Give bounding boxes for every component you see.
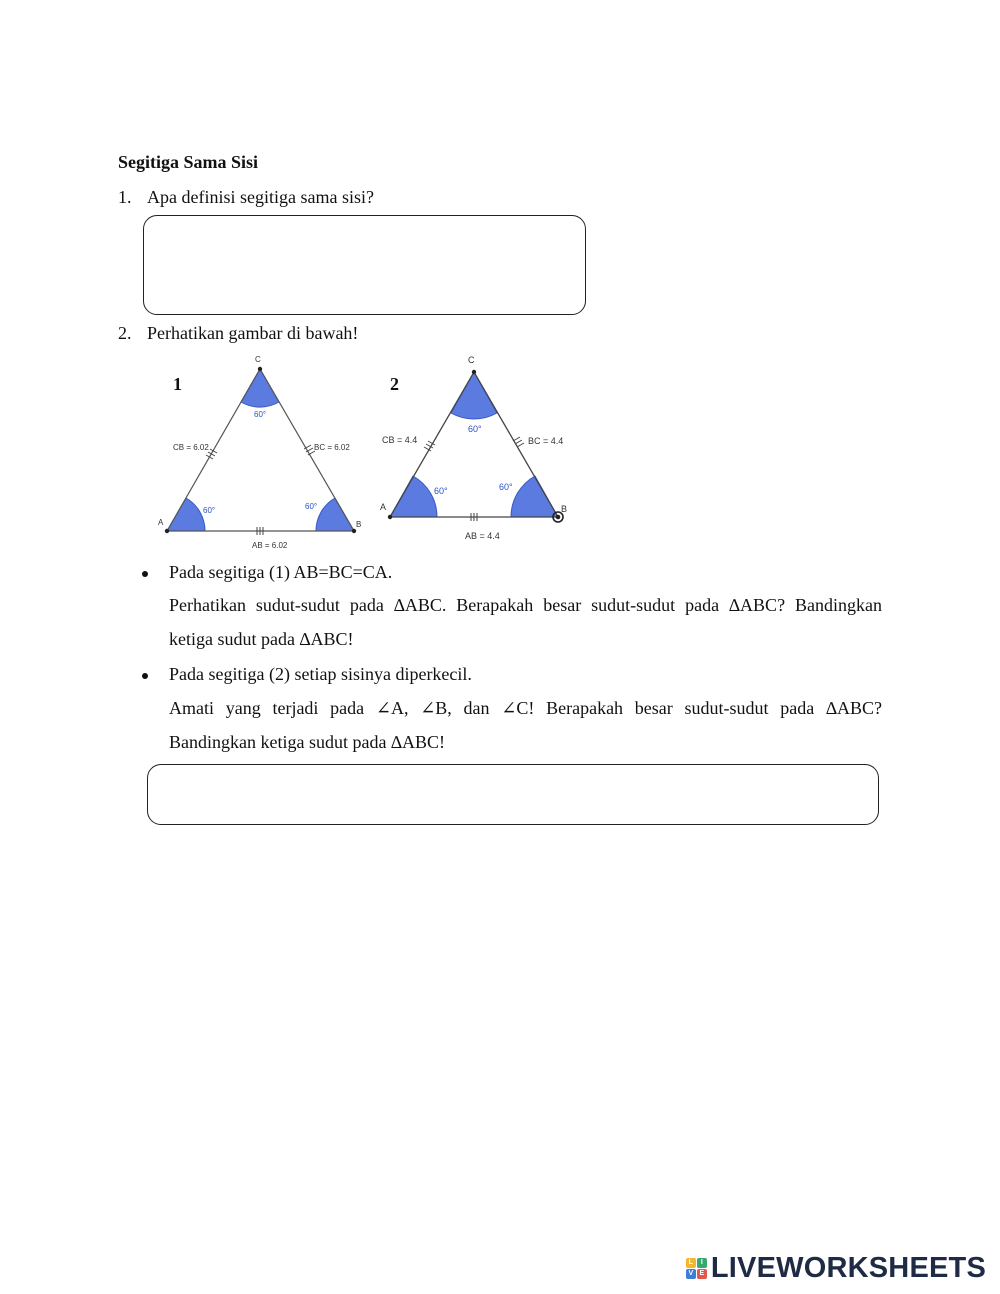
bullet-1-line-1: Perhatikan sudut-sudut pada ∆ABC. Berapakah besar sudut-sudut pada ∆ABC? Bandingkan: [169, 595, 882, 615]
angle-a-sector: [167, 498, 205, 531]
bullet-2-line-1: Amati yang terjadi pada ∠A, ∠B, dan ∠C! Berapakah besar sudut-sudut pada ∆ABC?: [169, 698, 882, 718]
vertex-b-center: [556, 515, 561, 520]
angle-b-label: 60°: [499, 482, 513, 492]
vertex-a-label: A: [380, 502, 387, 512]
side-ab-label: AB = 6.02: [252, 541, 288, 550]
logo-text: LIVEWORKSHEETS: [710, 1252, 986, 1284]
vertex-a-point: [388, 515, 392, 519]
angle-c-sector: [241, 369, 279, 407]
side-tick-marks: [206, 445, 318, 535]
triangle-figure-1: [150, 352, 370, 554]
angle-b-label: 60°: [305, 502, 318, 511]
angle-c-sector: [451, 372, 497, 419]
bullet-1-heading: Pada segitiga (1) AB=BC=CA.: [169, 562, 393, 582]
question-1-text: Apa definisi segitiga sama sisi?: [147, 187, 374, 207]
question-1-number: 1.: [118, 187, 132, 207]
bullet-1: [142, 562, 887, 584]
vertex-c-label: C: [468, 355, 475, 365]
bullet-1-line-2: ketiga sudut pada ∆ABC!: [169, 629, 354, 649]
angle-c-label: 60°: [468, 424, 482, 434]
angle-b-sector: [316, 498, 354, 531]
bullet-dot: [142, 571, 148, 577]
angle-a-label: 60°: [203, 506, 216, 515]
question-2-text: Perhatikan gambar di bawah!: [147, 323, 359, 343]
bullet-2-line-2: Bandingkan ketiga sudut pada ∆ABC!: [169, 732, 445, 752]
liveworksheets-logo: [686, 1252, 986, 1285]
question-2: [118, 323, 618, 345]
vertex-c-label: C: [255, 355, 261, 364]
answer-box-2[interactable]: [147, 764, 879, 825]
vertex-b-label: B: [356, 520, 362, 529]
page-title: Segitiga Sama Sisi: [118, 152, 259, 172]
side-ab-label: AB = 4.4: [465, 531, 500, 541]
vertex-b-label: B: [561, 504, 568, 514]
answer-box-1[interactable]: [143, 215, 586, 315]
angle-b-sector: [511, 476, 558, 517]
bullet-2-heading: Pada segitiga (2) setiap sisinya diperkecil.: [169, 664, 472, 684]
logo-icon-e: E: [697, 1269, 707, 1279]
logo-icon-i: I: [697, 1258, 707, 1268]
vertex-a-point: [165, 529, 169, 533]
vertex-c-point: [472, 370, 476, 374]
side-tick-marks: [424, 437, 524, 521]
vertex-b-point: [352, 529, 356, 533]
bullet-2: [142, 664, 887, 686]
logo-icon-l: L: [686, 1258, 696, 1268]
side-cb-label: CB = 4.4: [382, 435, 418, 445]
side-bc-label: BC = 4.4: [528, 436, 564, 446]
side-bc-label: BC = 6.02: [314, 443, 350, 452]
figure-2-label: 2: [390, 374, 399, 394]
logo-icon: [686, 1258, 707, 1279]
triangle-figure-2: [375, 352, 585, 547]
angle-a-label: 60°: [434, 486, 448, 496]
logo-icon-v: V: [686, 1269, 696, 1279]
bullet-dot: [142, 673, 148, 679]
figure-1-label: 1: [173, 374, 182, 394]
side-cb-label: CB = 6.02: [173, 443, 209, 452]
question-1: [118, 187, 618, 209]
question-2-number: 2.: [118, 323, 132, 343]
vertex-a-label: A: [158, 518, 164, 527]
angle-a-sector: [390, 476, 437, 517]
angle-c-label: 60°: [254, 410, 267, 419]
vertex-c-point: [258, 367, 262, 371]
